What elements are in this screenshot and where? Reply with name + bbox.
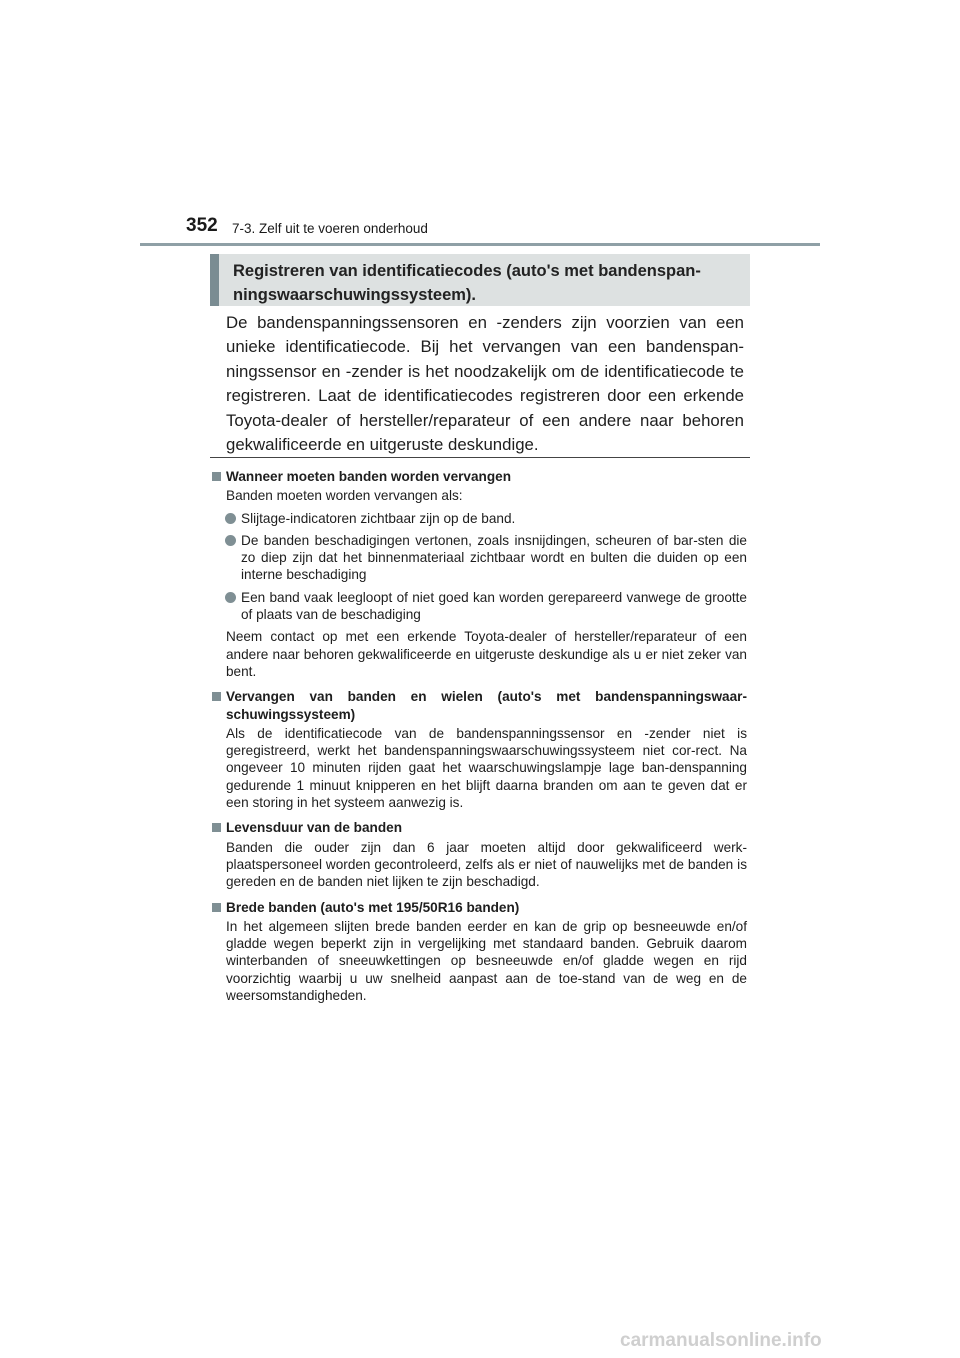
note-heading-wide-tires [211,899,747,916]
note-body: Neem contact op met een erkende Toyota-dealer of hersteller/reparateur of een andere naar behoren gekwalificeerde en uitgeruste deskundige als u er niet zeker van bent. [226,629,747,679]
square-bullet-icon [212,692,221,701]
page-number: 352 [186,215,218,236]
notes-divider [210,457,750,458]
watermark-text: carmanualsonline.info [620,1330,822,1351]
header-rule [140,243,820,246]
note-heading-text: Brede banden (auto's met 195/50R16 banden) [226,899,520,915]
circle-bullet-icon [225,513,236,524]
section-title-box [210,254,750,306]
list-item [211,532,747,584]
note-body: Banden moeten worden vervangen als: [226,488,463,504]
note-heading-text: Wanneer moeten banden worden vervangen [226,469,512,484]
circle-bullet-icon [225,535,236,546]
list-item [211,589,747,624]
section-intro: De bandenspanningssensoren en -zenders zijn voorzien van een unieke identificatiecode. Bij het vervangen van een bandenspan-ningssensor en -zender is het noodzakelijk om de identificatiecode te registreren. Laat de identificatiecodes registreren door een erkende Toyota-dealer of hersteller/reparateur of een andere naar behoren gekwalificeerde en uitgeruste deskundige. [226,313,744,455]
list-item-text: Slijtage-indicatoren zichtbaar zijn op de band. [241,510,516,526]
section-title-line-2: ningswaarschuwingssysteem). [233,286,476,304]
note-body: Als de identificatiecode van de bandenspanningssensor en -zender niet is geregistreerd, werkt het bandenspanningswaarschuwingssysteem niet cor-rect. Na ongeveer 10 minuten rijden gaat het waarschuwingslampje lage ban-denspanning gedurende 1 minuut knipperen en het blijft daarna branden om aan te geven dat er een storing in het systeem aanwezig is. [226,725,747,811]
notes-section [211,464,747,1004]
note-body: Banden die ouder zijn dan 6 jaar moeten altijd door gekwalificeerd werk-plaatspersoneel worden gecontroleerd, zelfs als er niet of nauwelijks met de banden is gereden en de banden niet lijken te zijn beschadigd. [226,839,747,890]
note-body: In het algemeen slijten brede banden eerder en kan de grip op besneeuwde en/of gladde wegen beperkt zijn in vergelijking met standaard banden. Gebruik daarom winterbanden of sneeuwkettingen op besneeuwde en/of gladde wegen en rijd voorzichtig waarbij u uw snelheid aanpast aan de toe-stand van de weg en de weersomstandigheden. [226,918,747,1004]
circle-bullet-icon [225,592,236,603]
note-heading-text: Levensduur van de banden [226,820,403,836]
note-heading-tire-lifespan [211,819,747,836]
note-heading-tire-wheel-replacement [211,688,747,723]
square-bullet-icon [212,823,221,832]
square-bullet-icon [212,903,221,912]
list-item-text: Een band vaak leegloopt of niet goed kan worden gerepareerd vanwege de grootte of plaats van de beschadiging [241,589,747,623]
note-heading-text: Vervangen van banden en wielen (auto's met bandenspanningswaar-schuwingssysteem) [226,689,747,722]
chapter-title: 7-3. Zelf uit te voeren onderhoud [232,221,428,236]
section-title-line-1: Registreren van identificatiecodes (auto's met bandenspan- [233,262,701,280]
square-bullet-icon [212,472,221,481]
note-heading-replacement [211,468,747,485]
list-item-text: De banden beschadigingen vertonen, zoals insnijdingen, scheuren of bar-sten die zo diep zijn dat het binnenmateriaal zichtbaar wordt en bulten die duiden op een interne beschadiging [241,532,747,583]
list-item [211,510,747,527]
